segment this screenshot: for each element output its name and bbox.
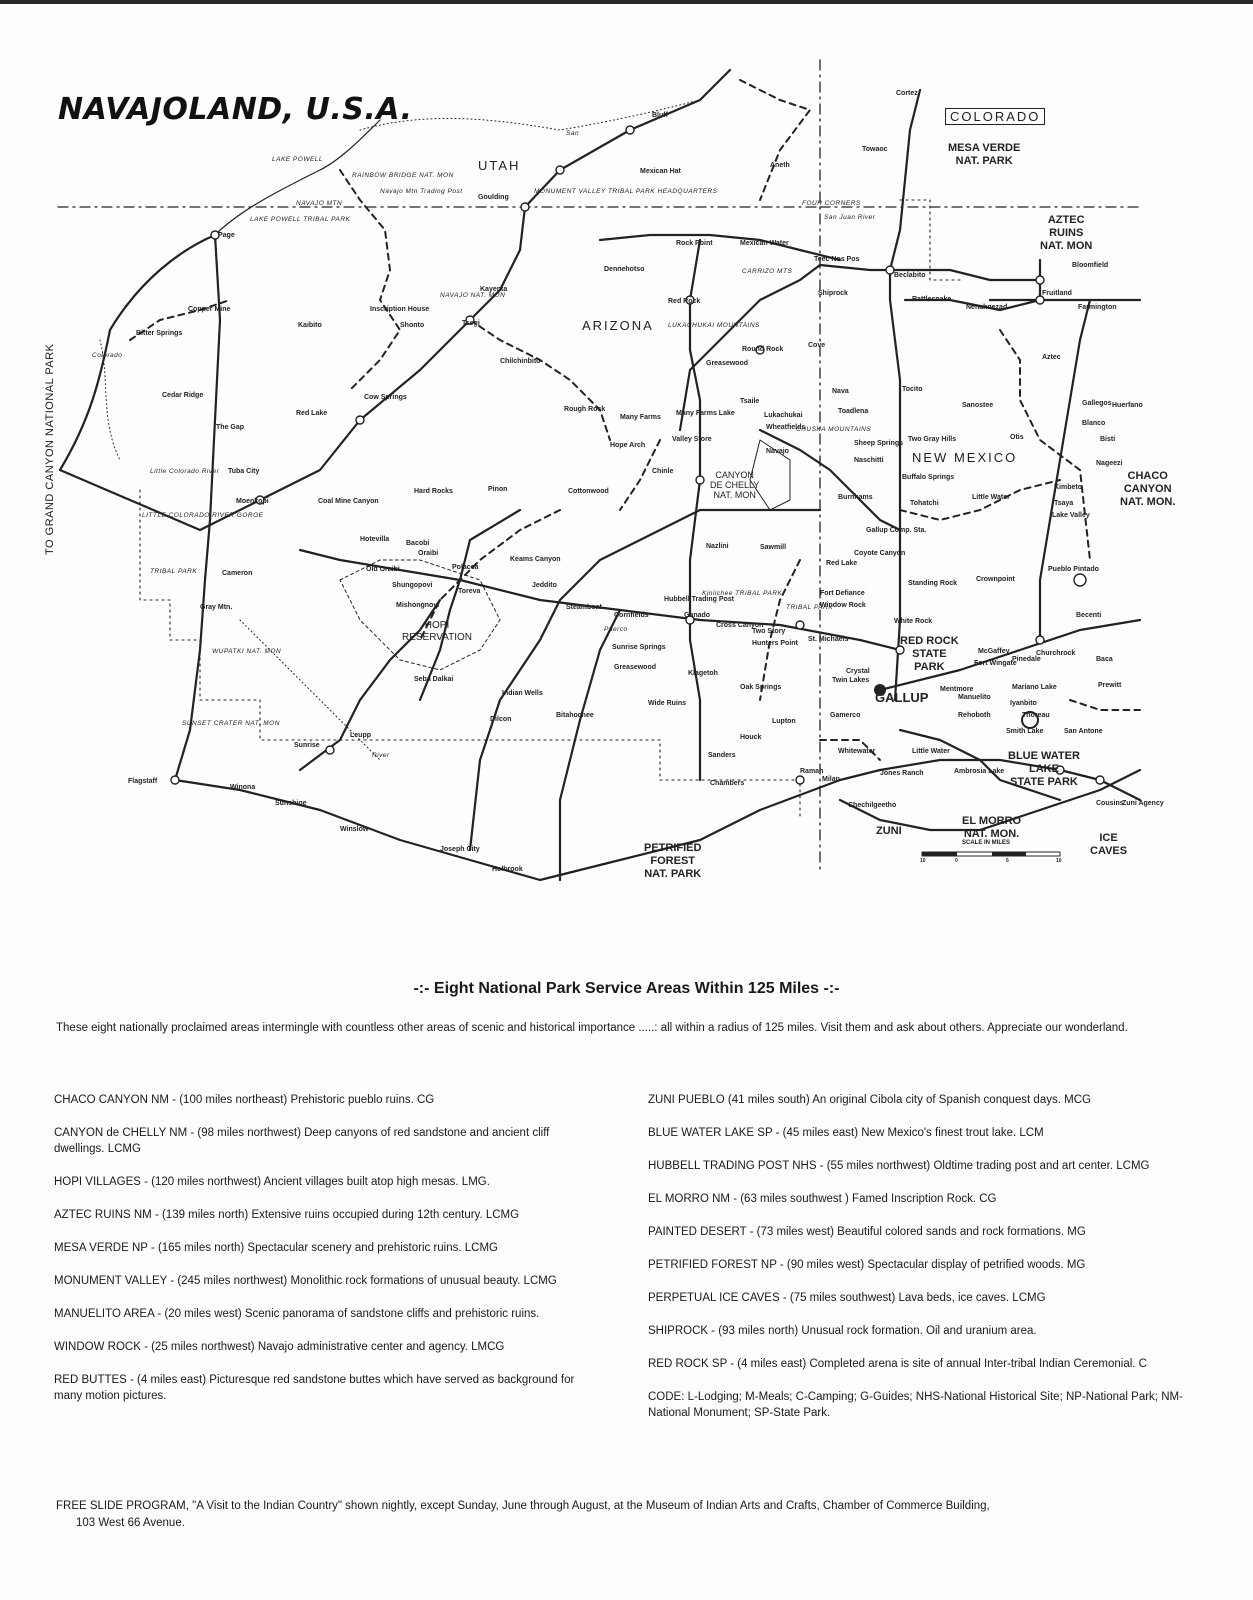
town-label: Two Story <box>752 628 786 635</box>
highway-4 <box>300 550 900 650</box>
town-label: Steamboat <box>566 604 602 611</box>
feature-label: Puerco <box>604 626 628 633</box>
feature-label: NAVAJO MTN <box>296 200 343 207</box>
section-heading: -:- Eight National Park Service Areas Within 125 Miles -:- <box>413 980 840 997</box>
entry-monument-valley: MONUMENT VALLEY - (245 miles northwest) Monolithic rock formations of unusual beauty. LCMG <box>54 1275 557 1287</box>
town-label: Crownpoint <box>976 576 1015 583</box>
town-label: Naschitti <box>854 457 884 464</box>
town-label: Cottonwood <box>568 488 609 495</box>
town-label: Sheep Springs <box>854 440 904 447</box>
town-label: Mishongnovi <box>396 602 440 609</box>
town-label: Bitter Springs <box>136 330 183 337</box>
town-label: Chilchinbito <box>500 358 541 365</box>
town-label: Hard Rocks <box>414 488 453 495</box>
zuni-label: ZUNI <box>876 825 902 837</box>
town-label: Wheatfields <box>766 424 806 431</box>
town-label: Holbrook <box>492 866 523 873</box>
town-label: Chambers <box>710 780 745 787</box>
town-label: Churchrock <box>1036 650 1076 657</box>
feature-label: WUPATKI NAT. MON <box>212 648 282 655</box>
town-label: Cove <box>808 342 826 349</box>
town-label: McGaffey <box>978 648 1010 655</box>
town-label: Beclabito <box>894 272 926 279</box>
town-label: Coal Mine Canyon <box>318 498 379 505</box>
feature-label: NAVAJO NAT. MON <box>440 292 506 299</box>
town-label: Shonto <box>400 322 425 329</box>
town-label: Kimbeto <box>1054 484 1082 491</box>
footer-slide-program <box>56 1498 1196 1532</box>
town-label: Nazlini <box>706 543 729 550</box>
town-label: Cornfields <box>614 612 649 619</box>
park-label-aztec: AZTEC RUINS NAT. MON <box>1040 214 1093 252</box>
town-label: Crystal <box>846 668 870 675</box>
town-label: Mexican Hat <box>640 168 681 175</box>
town-label: Oak Springs <box>740 684 782 691</box>
town-label: Cortez <box>896 90 918 97</box>
feature-label: TRIBAL PARK <box>150 568 198 575</box>
town-label: Tsegi <box>462 320 480 327</box>
town-label: Bitahochee <box>556 712 594 719</box>
town-label: Hunters Point <box>752 640 798 647</box>
town-label: Ambrosia Lake <box>954 768 1005 775</box>
feature-label: San <box>566 130 580 137</box>
feature-label: LAKE POWELL <box>272 156 324 163</box>
park-label-petrified: PETRIFIED FOREST NAT. PARK <box>644 842 702 880</box>
town-label: Jones Ranch <box>880 770 924 777</box>
feature-label: Kinlichee TRIBAL PARK <box>702 590 783 597</box>
state-label-utah: UTAH <box>478 158 521 173</box>
town-label: Baca <box>1096 656 1113 663</box>
town-label: Greasewood <box>706 360 749 367</box>
brochure-page: NAVAJOLAND, U.S.A. TO GRAND CANYON NATIONAL PARK UTAH COLORADO ARIZONA NEW MEXICO MESA VERDE NAT. PARK AZTEC RUINS NAT. MON CHACO CANYON NAT. MON. CANYON DE CHELLY NAT. MON HOPI RESERVATION RED ROCK STATE PARK BLUE WATER LAKE STATE PARK EL MORRO NAT. MON. ICE CAVES PETRIFIED FOREST NAT. PARK GALLUP ZUNI SCALE IN MILES 10 0 5 10 Cortez Towaoc Bluff Aneth Mexican Hat Goulding Page Kaibito Copper Mine Bitter Springs Cedar Ridge The Gap Tuba City Moenkopi Cameron Gray Mtn. Flagstaff Winona Sunshine Winslow Joseph City Holbrook Leupp Sunrise Dilcon Indian Wells Bitahochee Seba Dalkai Old Oraibi Hotevilla Bacobi Oraibi Shungopovi Mishongnovi Toreva Polacca Keams Canyon Jeddito Steamboat Pinon Hard Rocks Coal Mine Canyon Red Lake Cow Springs Shonto Tsegi Kayenta Inscription House Dennehotso Chilchinbito Rough Rock Many Farms Many Farms Lake Valley Store Hope Arch Chinle Cottonwood Nazlini Ganado Hubbell Trading Post Cornfields Sunrise Springs Greasewood Klagetoh Wide Ruins Sanders Chambers Houck Lupton Oak Springs Cross Canyon Two Story Hunters Point St. Michaels Window Rock Fort Defiance Sawmill Red Lake Navajo Wheatfields Tsaile Lukachukai Greasewood Round Rock Cove Red Rock Rock Point Mexican Water Teec Nos Pos Beclabito Shiprock Rattlesnake Nenahnezad Fruitland Farmington Bloomfield Aztec Gallegos Huerfano Blanco Otis Bisti Nageezi Kimbeto Tsaya Lake Valley Pueblo Pintado Becenti Crownpoint Standing Rock Coyote Canyon Gallup Comp. Sta. Tohatchi Buffalo Springs Naschitti Sheep Springs Two Gray Hills Toadlena Nava Tocito Sanostee Little Water Burnhams White Rock Crystal Twin Lakes Gamerco Mentmore Manuelito Rehoboth Fort Wingate McGaffey Churchrock Pinedale Mariano Lake Iyanbito Smith Lake San Antone Thoreau Baca Prewitt Little Water Ambrosia Lake Whitewater Ramah Jones Ranch Chechilgeetho Cousins Zuni Agency Milan LAKE POWELL RAINBOW BRIDGE NAT. MON NAVAJO MTN Navajo Mtn Trading Post LAKE POWELL TRIBAL PARK NAVAJO NAT. MON MONUMENT VALLEY TRIBAL PARK HEADQUARTERS FOUR CORNERS CARRIZO MTS LUKACHUKAI MOUNTAINS CHUSKA MOUNTAINS LITTLE COLORADO RIVER GORGE TRIBAL PARK WUPATKI NAT. MON SUNSET CRATER NAT. MON Kinlichee TRIBAL PARK TRIBAL PARK San Juan River Colorado Little Colorado River River San Puerco -:- Eight National Park Service Areas Within 125 Miles -:- These eight nationally proclaimed areas intermingle with countless other areas of scenic and historical importance .....: all within a radius of 125 miles. Visit them and ask about others. Appreciate our wonderland. CHACO CANYON NM - (100 miles northeast) Prehistoric pueblo ruins. CG CANYON de CHELLY NM - (98 miles northwest) Deep canyons of red sandstone and ancient cliff dwellings. LCMG HOPI VILLAGES - (120 miles northwest) Ancient villages built atop high mesas. LMG. AZTEC RUINS NM - (139 miles north) Extensive ruins occupied during 12th century. LCMG MESA VERDE NP - (165 miles north) Spectacular scenery and prehistoric ruins. LCMG MONUMENT VALLEY - (245 miles northwest) Monolithic rock formations of unusual beauty. LCMG MANUELITO AREA - (20 miles west) Scenic panorama of sandstone cliffs and prehistoric ruins. WINDOW ROCK - (25 miles northwest) Navajo administrative center and agency. LMCG RED BUTTES - (4 miles east) Picturesque red sandstone buttes which have served as background for many motion pictures. ZUNI PUEBLO (41 miles south) An original Cibola city of Spanish conquest days. MCG BLUE WATER LAKE SP - (45 miles east) New Mexico's finest trout lake. LCM HUBBELL TRADING POST NHS - (55 miles northwest) Oldtime trading post and art center. LCMG EL MORRO NM - (63 miles southwest ) Famed Inscription Rock. CG PAINTED DESERT - (73 miles west) Beautiful colored sands and rock formations. MG PETRIFIED FOREST NP - (90 miles west) Spectacular display of petrified woods. MG PERPETUAL ICE CAVES - (75 miles southwest) Lava beds, ice caves. LCMG SHIPROCK - (93 miles north) Unusual rock formation. Oil and uranium area. RED ROCK SP - (4 miles east) Completed arena is site of annual Inter-tribal Indian Ceremonial. C CODE: L-Lodging; M-Meals; C-Camping; G-Guides; NHS-National Historical Site; NP-National Park; NM-National Monument; SP-State Park. FREE SLIDE PROGRAM, "A Visit to the Indian Country" shown nightly, except Sunday, June through August, at the Museum of Indian Arts and Crafts, Chamber of Commerce Building, 103 West 66 Avenue. <box>0 0 1253 1600</box>
town-label: Pinon <box>488 486 508 493</box>
park-label-red-rock: RED ROCK STATE PARK <box>900 635 959 673</box>
entries-right-column <box>648 1092 1188 1438</box>
town-label: Gallup Comp. Sta. <box>866 527 927 534</box>
entry-hubbell-trading-post: HUBBELL TRADING POST NHS - (55 miles northwest) Oldtime trading post and art center. LCMG <box>648 1160 1150 1172</box>
town-label: Lukachukai <box>764 412 803 419</box>
town-label: Copper Mine <box>188 306 231 313</box>
town-label: Becenti <box>1076 612 1102 619</box>
town-label: Rock Point <box>676 240 713 247</box>
town-label: Window Rock <box>820 602 866 609</box>
town-label: White Rock <box>894 618 933 625</box>
town-label: Greasewood <box>614 664 657 671</box>
unpaved-road-1 <box>340 170 400 390</box>
town-label: Many Farms Lake <box>676 410 735 417</box>
town-label: Gray Mtn. <box>200 604 233 611</box>
town-label: Rough Rock <box>564 406 606 413</box>
town-label: Tohatchi <box>910 500 939 507</box>
town-label: Toadlena <box>838 408 869 415</box>
town-label: Tocito <box>902 386 923 393</box>
town-label: Indian Wells <box>502 690 543 697</box>
town-label: Coyote Canyon <box>854 550 906 557</box>
unpaved-road-4 <box>740 80 810 200</box>
town-label: Hope Arch <box>610 442 646 449</box>
entry-manuelito-area: MANUELITO AREA - (20 miles west) Scenic panorama of sandstone cliffs and prehistoric ruins. <box>54 1308 540 1320</box>
town-label: Bisti <box>1100 436 1116 443</box>
scale-tick-2: 5 <box>1006 858 1009 864</box>
town-label: Teec Nos Pos <box>814 256 860 263</box>
unpaved-road-8 <box>1070 700 1140 710</box>
hopi-boundary <box>340 560 500 670</box>
entry-red-buttes: RED BUTTES - (4 miles east) Picturesque red sandstone buttes which have served as background for many motion pictures. <box>54 1374 575 1402</box>
town-label: Fort Defiance <box>820 590 865 597</box>
feature-label: Little Colorado River <box>150 468 220 475</box>
town-label: Rattlesnake <box>912 296 952 303</box>
town-label: Nenahnezad <box>966 304 1008 311</box>
feature-label: FOUR CORNERS <box>802 200 861 207</box>
feature-label: MONUMENT VALLEY TRIBAL PARK HEADQUARTERS <box>534 188 718 195</box>
town-label: Pueblo Pintado <box>1048 566 1099 573</box>
town-label: Navajo <box>766 448 789 455</box>
highway-18 <box>1040 300 1090 640</box>
town-label: Huerfano <box>1112 402 1143 409</box>
town-label: Mexican Water <box>740 240 789 247</box>
park-label-ice-caves: ICE CAVES <box>1090 832 1128 857</box>
town-label: Two Gray Hills <box>908 436 957 443</box>
town-label: Jeddito <box>532 582 557 589</box>
park-label-hopi: HOPI RESERVATION <box>402 620 473 643</box>
highway-12 <box>600 235 840 260</box>
town-label: Klagetoh <box>688 670 718 677</box>
town-label: Leupp <box>350 732 371 739</box>
town-label: Prewitt <box>1098 682 1122 689</box>
town-label: Iyanbito <box>1010 700 1037 707</box>
town-label: Sunshine <box>275 800 307 807</box>
entry-petrified-forest: PETRIFIED FOREST NP - (90 miles west) Spectacular display of petrified woods. MG <box>648 1259 1086 1271</box>
town-label: Red Lake <box>826 560 858 567</box>
unpaved-road-2 <box>470 320 610 440</box>
town-label: Standing Rock <box>908 580 958 587</box>
town-label: Sanders <box>708 752 736 759</box>
feature-label: River <box>372 752 390 759</box>
town-label: Bacobi <box>406 540 430 547</box>
town-label: Red Lake <box>296 410 328 417</box>
town-label: Winslow <box>340 826 369 833</box>
town-label: Sunrise Springs <box>612 644 666 651</box>
intro-paragraph: These eight nationally proclaimed areas intermingle with countless other areas of scenic and historical importance .....: all within a radius of 125 miles. Visit them and ask about others. Appreciate our wonderland. <box>56 1022 1128 1034</box>
feature-label: CHUSKA MOUNTAINS <box>796 426 872 433</box>
entry-chaco-canyon: CHACO CANYON NM - (100 miles northeast) Prehistoric pueblo ruins. CG <box>54 1094 435 1106</box>
town-label: Wide Ruins <box>648 700 687 707</box>
town-label: Sunrise <box>294 742 320 749</box>
town-label: Bluff <box>652 112 668 119</box>
town-label: Fruitland <box>1042 290 1072 297</box>
entry-mesa-verde: MESA VERDE NP - (165 miles north) Spectacular scenery and prehistoric ruins. LCMG <box>54 1242 498 1254</box>
feature-label: LITTLE COLORADO RIVER GORGE <box>142 512 264 519</box>
entry-zuni-pueblo: ZUNI PUEBLO (41 miles south) An original Cibola city of Spanish conquest days. MCG <box>648 1094 1091 1106</box>
town-label: Smith Lake <box>1006 728 1044 735</box>
town-label: Nageezi <box>1096 460 1123 467</box>
feature-label: CARRIZO MTS <box>742 268 793 275</box>
scan-edge <box>0 0 1253 4</box>
town-label: Many Farms <box>620 414 661 421</box>
town-label: Joseph City <box>440 846 480 853</box>
unpaved-road-10 <box>620 440 660 510</box>
scale-tick-3: 10 <box>1056 858 1062 864</box>
town-label: Gallegos <box>1082 400 1112 407</box>
code-legend: CODE: L-Lodging; M-Meals; C-Camping; G-Guides; NHS-National Historical Site; NP-National Park; NM-National Monument; SP-State Park. <box>648 1391 1183 1419</box>
park-label-mesa-verde: MESA VERDE NAT. PARK <box>948 142 1021 167</box>
town-label: Rehoboth <box>958 712 991 719</box>
feature-label: LAKE POWELL TRIBAL PARK <box>250 216 351 223</box>
feature-label: Navajo Mtn Trading Post <box>380 188 463 195</box>
entry-window-rock: WINDOW ROCK - (25 miles northwest) Navajo administrative center and agency. LMCG <box>54 1341 505 1353</box>
town-label: Polacca <box>452 564 479 571</box>
town-label: Seba Dalkai <box>414 676 454 683</box>
town-label: Twin Lakes <box>832 677 870 684</box>
scale-label: SCALE IN MILES <box>962 840 1011 846</box>
town-label: Nava <box>832 388 849 395</box>
entry-blue-water-lake: BLUE WATER LAKE SP - (45 miles east) New Mexico's finest trout lake. LCM <box>648 1127 1044 1139</box>
town-label: Thoreau <box>1022 712 1050 719</box>
town-label: Houck <box>740 734 762 741</box>
town-label: Little Water <box>912 748 950 755</box>
town-label: Farmington <box>1078 304 1117 311</box>
town-label: Cousins <box>1096 800 1124 807</box>
state-label-new-mexico: NEW MEXICO <box>912 450 1018 465</box>
town-label: Aztec <box>1042 354 1061 361</box>
entries-left-column <box>54 1092 594 1421</box>
town-label: Sawmill <box>760 544 787 551</box>
entry-el-morro: EL MORRO NM - (63 miles southwest ) Famed Inscription Rock. CG <box>648 1193 997 1205</box>
town-label: Towaoc <box>862 146 888 153</box>
entry-canyon-de-chelly: CANYON de CHELLY NM - (98 miles northwest) Deep canyons of red sandstone and ancient cliff dwellings. LCMG <box>54 1127 550 1155</box>
town-label: Aneth <box>770 162 790 169</box>
town-label: Flagstaff <box>128 778 158 785</box>
town-label: Hubbell Trading Post <box>664 596 735 603</box>
town-label: Shungopovi <box>392 582 433 589</box>
town-label: St. Michaels <box>808 636 849 643</box>
entry-perpetual-ice-caves: PERPETUAL ICE CAVES - (75 miles southwest) Lava beds, ice caves. LCMG <box>648 1292 1046 1304</box>
navajoland-map <box>40 40 1220 940</box>
feature-label: Colorado <box>92 352 123 359</box>
town-label: Valley Store <box>672 436 712 443</box>
town-label: Cedar Ridge <box>162 392 204 399</box>
map-title: NAVAJOLAND, U.S.A. <box>58 92 413 127</box>
town-label: Keams Canyon <box>510 556 561 563</box>
park-label-canyon-de-chelly: CANYON DE CHELLY NAT. MON <box>710 470 760 500</box>
entry-painted-desert: PAINTED DESERT - (73 miles west) Beautiful colored sands and rock formations. MG <box>648 1226 1086 1238</box>
town-label: Otis <box>1010 434 1024 441</box>
town-label: Toreva <box>458 588 481 595</box>
town-label: Milan <box>822 776 840 783</box>
town-label: Oraibi <box>418 550 439 557</box>
town-label: Pinedale <box>1012 656 1041 663</box>
entry-aztec-ruins: AZTEC RUINS NM - (139 miles north) Extensive ruins occupied during 12th century. LCMG <box>54 1209 520 1221</box>
town-label: Kayenta <box>480 286 508 293</box>
town-label: Whitewater <box>838 748 876 755</box>
town-label: The Gap <box>216 424 245 431</box>
feature-label: SUNSET CRATER NAT. MON <box>182 720 280 727</box>
feature-label: TRIBAL PARK <box>786 604 834 611</box>
town-label: Fort Wingate <box>974 660 1017 667</box>
scale-tick-1: 0 <box>955 858 958 864</box>
town-label: Mentmore <box>940 686 974 693</box>
footer-line-2: 103 West 66 Avenue. <box>76 1517 185 1529</box>
town-label: Cow Springs <box>364 394 407 401</box>
town-label: Dilcon <box>490 716 512 723</box>
town-label: Winona <box>230 784 256 791</box>
feature-label: LUKACHUKAI MOUNTAINS <box>668 322 760 329</box>
town-label: Zuni Agency <box>1122 800 1164 807</box>
town-label: Mariano Lake <box>1012 684 1057 691</box>
town-label: Lake Valley <box>1052 512 1090 519</box>
town-label: Red Rock <box>668 298 701 305</box>
entry-shiprock: SHIPROCK - (93 miles north) Unusual rock formation. Oil and uranium area. <box>648 1325 1037 1337</box>
park-label-blue-water: BLUE WATER LAKE STATE PARK <box>1008 750 1080 788</box>
town-label: Cross Canyon <box>716 622 764 629</box>
river-little-colorado <box>240 620 380 760</box>
state-label-arizona: ARIZONA <box>582 318 654 333</box>
town-label: Shiprock <box>818 290 848 297</box>
feature-label: San Juan River <box>824 214 876 221</box>
town-label: Ramah <box>800 768 824 775</box>
town-label: Little Water <box>972 494 1010 501</box>
gallup-label: GALLUP <box>875 690 929 705</box>
town-label: Round Rock <box>742 346 784 353</box>
town-label: Tuba City <box>228 468 260 475</box>
town-label: Gamerco <box>830 712 861 719</box>
town-label: Kaibito <box>298 322 322 329</box>
town-label: Chechilgeetho <box>848 802 897 809</box>
town-label: Hotevilla <box>360 536 390 543</box>
town-label: Cameron <box>222 570 253 577</box>
town-label: Chinle <box>652 468 674 475</box>
town-label: Goulding <box>478 194 509 201</box>
town-label: Lupton <box>772 718 796 725</box>
entry-hopi-villages: HOPI VILLAGES - (120 miles northwest) Ancient villages built atop high mesas. LMG. <box>54 1176 490 1188</box>
town-label: Burnhams <box>838 494 873 501</box>
highway-1 <box>60 70 730 530</box>
town-label: Tsaya <box>1054 500 1074 507</box>
feature-label: RAINBOW BRIDGE NAT. MON <box>352 172 454 179</box>
state-label-colorado: COLORADO <box>945 108 1045 125</box>
town-label: Moenkopi <box>236 498 269 505</box>
town-label: Tsaile <box>740 398 760 405</box>
town-label: Page <box>218 232 235 239</box>
town-label: Ganado <box>684 612 711 619</box>
town-label: Bloomfield <box>1072 262 1109 269</box>
entry-red-rock-sp: RED ROCK SP - (4 miles east) Completed arena is site of annual Inter-tribal Indian Ceremonial. C <box>648 1358 1147 1370</box>
town-label: Manuelito <box>958 694 991 701</box>
park-label-el-morro: EL MORRO NAT. MON. <box>962 815 1022 840</box>
town-label: Old Oraibi <box>366 566 400 573</box>
town-label: Blanco <box>1082 420 1106 427</box>
town-label: Dennehotso <box>604 266 645 273</box>
scale-tick-0: 10 <box>920 858 926 864</box>
town-label: San Antone <box>1064 728 1103 735</box>
highway-15 <box>560 610 620 880</box>
town-label: Inscription House <box>370 306 430 313</box>
town-label: Buffalo Springs <box>902 474 955 481</box>
town-label: Sanostee <box>962 402 994 409</box>
footer-line-1: FREE SLIDE PROGRAM, "A Visit to the Indian Country" shown nightly, except Sunday, June through August, at the Museum of Indian Arts and Crafts, Chamber of Commerce Building, <box>56 1500 990 1512</box>
park-label-chaco: CHACO CANYON NAT. MON. <box>1120 470 1176 508</box>
